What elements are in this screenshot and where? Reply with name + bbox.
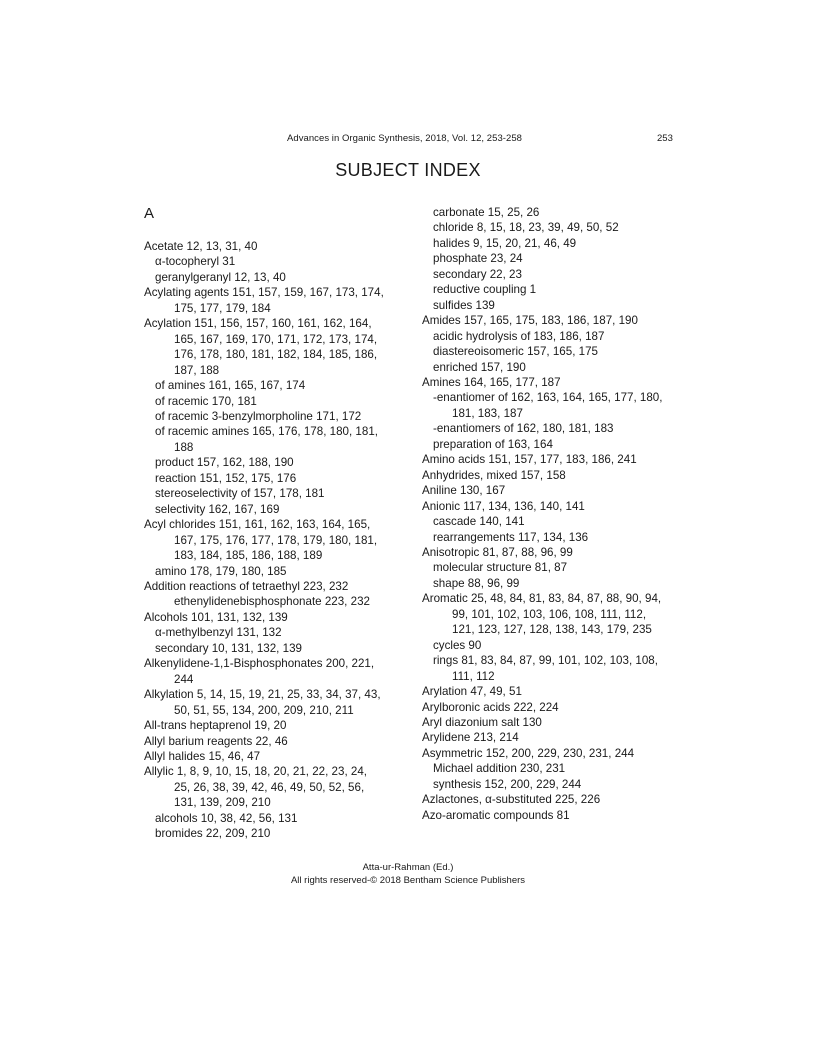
index-entry: Aniline 130, 167 xyxy=(422,484,506,498)
index-entry: Anhydrides, mixed 157, 158 xyxy=(422,468,566,482)
index-entry: All-trans heptaprenol 19, 20 xyxy=(144,719,287,733)
index-entries-right xyxy=(422,205,684,823)
index-entry: Arylation 47, 49, 51 xyxy=(422,685,522,699)
index-subentry: of racemic 3-benzylmorpholine 171, 172 xyxy=(155,409,362,423)
index-entry-continuation: 167, 175, 176, 177, 178, 179, 180, 181, xyxy=(174,533,378,547)
index-entry-continuation: 121, 123, 127, 128, 138, 143, 179, 235 xyxy=(452,623,652,637)
index-entry-continuation: 176, 178, 180, 181, 182, 184, 185, 186, xyxy=(174,348,378,362)
index-entry: Addition reactions of tetraethyl 223, 232 xyxy=(144,579,349,593)
index-subentry: amino 178, 179, 180, 185 xyxy=(155,564,287,578)
index-entry: Acetate 12, 13, 31, 40 xyxy=(144,240,258,253)
section-letter: A xyxy=(144,205,155,222)
index-subentry: of amines 161, 165, 167, 174 xyxy=(155,379,306,393)
index-subentry: of racemic amines 165, 176, 178, 180, 181, xyxy=(155,425,378,439)
index-entry-continuation: 187, 188 xyxy=(174,363,220,377)
index-entry-continuation: 99, 101, 102, 103, 106, 108, 111, 112, xyxy=(452,607,647,621)
index-subentry: preparation of 163, 164 xyxy=(433,437,553,451)
index-entry-continuation: 165, 167, 169, 170, 171, 172, 173, 174, xyxy=(174,332,378,346)
index-subentry: carbonate 15, 25, 26 xyxy=(433,206,540,219)
index-entry-continuation: 50, 51, 55, 134, 200, 209, 210, 211 xyxy=(174,703,354,717)
index-entry: Allyl halides 15, 46, 47 xyxy=(144,749,261,763)
index-entry: Allylic 1, 8, 9, 10, 15, 18, 20, 21, 22, 23, 24, xyxy=(144,765,368,779)
index-entry: Azo-aromatic compounds 81 xyxy=(422,808,570,822)
index-subentry: -enantiomers of 162, 180, 181, 183 xyxy=(433,422,614,436)
index-entry: Alcohols 101, 131, 132, 139 xyxy=(144,610,288,624)
index-entry: Aromatic 25, 48, 84, 81, 83, 84, 87, 88, 90, 94, xyxy=(422,592,662,606)
index-subentry: reaction 151, 152, 175, 176 xyxy=(155,471,297,485)
index-subentry: synthesis 152, 200, 229, 244 xyxy=(433,777,582,791)
index-entry: Arylidene 213, 214 xyxy=(422,731,519,745)
index-entry-continuation: 131, 139, 209, 210 xyxy=(174,796,271,810)
index-column-left xyxy=(144,205,406,842)
index-subentry: stereoselectivity of 157, 178, 181 xyxy=(155,487,325,501)
index-subentry: bromides 22, 209, 210 xyxy=(155,827,271,841)
index-subentry: chloride 8, 15, 18, 23, 39, 49, 50, 52 xyxy=(433,221,619,235)
index-subentry: cycles 90 xyxy=(433,638,482,652)
index-subentry: geranylgeranyl 12, 13, 40 xyxy=(155,270,286,284)
footer-editor: Atta-ur-Rahman (Ed.) xyxy=(362,862,454,873)
index-column-right xyxy=(422,205,684,823)
index-entry-continuation: 183, 184, 185, 186, 188, 189 xyxy=(174,549,323,563)
footer-rights: All rights reserved-© 2018 Bentham Science Publishers xyxy=(290,874,526,886)
page-title: SUBJECT INDEX xyxy=(335,160,481,180)
index-subentry: shape 88, 96, 99 xyxy=(433,576,520,590)
index-entry-continuation: 25, 26, 38, 39, 42, 46, 49, 50, 52, 56, xyxy=(174,780,365,794)
index-entry: Amides 157, 165, 175, 183, 186, 187, 190 xyxy=(422,314,638,328)
index-entry: Asymmetric 152, 200, 229, 230, 231, 244 xyxy=(422,746,635,760)
index-subentry: secondary 10, 131, 132, 139 xyxy=(155,641,302,655)
index-subentry: rings 81, 83, 84, 87, 99, 101, 102, 103, 108, xyxy=(433,654,658,668)
index-subentry: diastereoisomeric 157, 165, 175 xyxy=(433,345,598,359)
index-subentry: Michael addition 230, 231 xyxy=(433,762,566,776)
index-entry: Alkylation 5, 14, 15, 19, 21, 25, 33, 34, 37, 43, xyxy=(144,688,381,702)
index-entry: Amino acids 151, 157, 177, 183, 186, 241 xyxy=(422,453,637,467)
index-subentry: halides 9, 15, 20, 21, 46, 49 xyxy=(433,236,577,250)
index-subentry: α-methylbenzyl 131, 132 xyxy=(155,626,282,640)
index-entry: Acylation 151, 156, 157, 160, 161, 162, 164, xyxy=(144,317,372,331)
index-entry: Alkenylidene-1,1-Bisphosphonates 200, 221, xyxy=(144,657,375,671)
running-head: Advances in Organic Synthesis, 2018, Vol. 12, 253-258 xyxy=(287,133,523,144)
index-entry-continuation: 175, 177, 179, 184 xyxy=(174,301,271,315)
index-subentry: enriched 157, 190 xyxy=(433,360,526,374)
index-subentry: product 157, 162, 188, 190 xyxy=(155,456,294,470)
index-entry: Amines 164, 165, 177, 187 xyxy=(422,375,561,389)
index-entry: Allyl barium reagents 22, 46 xyxy=(144,734,288,748)
index-entry: Aryl diazonium salt 130 xyxy=(422,715,542,729)
page-number: 253 xyxy=(657,133,673,144)
index-subentry: reductive coupling 1 xyxy=(433,283,537,297)
index-subentry: molecular structure 81, 87 xyxy=(433,561,568,575)
index-entry-continuation: 181, 183, 187 xyxy=(452,406,523,420)
index-subentry: cascade 140, 141 xyxy=(433,515,525,529)
index-subentry: phosphate 23, 24 xyxy=(433,252,523,266)
index-subentry: sulfides 139 xyxy=(433,298,495,312)
index-entry-continuation: 244 xyxy=(174,672,194,686)
index-subentry: acidic hydrolysis of 183, 186, 187 xyxy=(433,329,605,343)
index-entries-left xyxy=(144,239,406,842)
index-subentry: -enantiomer of 162, 163, 164, 165, 177, 180, xyxy=(433,391,663,405)
index-entry: Acylating agents 151, 157, 159, 167, 173, 174, xyxy=(144,286,384,300)
index-subentry: α-tocopheryl 31 xyxy=(155,255,236,269)
index-entry: Anisotropic 81, 87, 88, 96, 99 xyxy=(422,545,573,559)
index-entry: Acyl chlorides 151, 161, 162, 163, 164, 165, xyxy=(144,518,371,532)
index-entry: Anionic 117, 134, 136, 140, 141 xyxy=(422,499,585,513)
index-subentry: secondary 22, 23 xyxy=(433,267,522,281)
page-footer xyxy=(0,862,816,887)
index-entry: Arylboronic acids 222, 224 xyxy=(422,700,559,714)
index-entry-continuation: 188 xyxy=(174,440,194,454)
index-entry: Azlactones, α-substituted 225, 226 xyxy=(422,793,601,807)
index-subentry: selectivity 162, 167, 169 xyxy=(155,502,280,516)
index-entry-continuation: 111, 112 xyxy=(452,669,495,683)
index-subentry: of racemic 170, 181 xyxy=(155,394,257,408)
index-subentry: rearrangements 117, 134, 136 xyxy=(433,530,589,544)
index-entry-continuation: ethenylidenebisphosphonate 223, 232 xyxy=(174,595,370,609)
index-subentry: alcohols 10, 38, 42, 56, 131 xyxy=(155,811,298,825)
